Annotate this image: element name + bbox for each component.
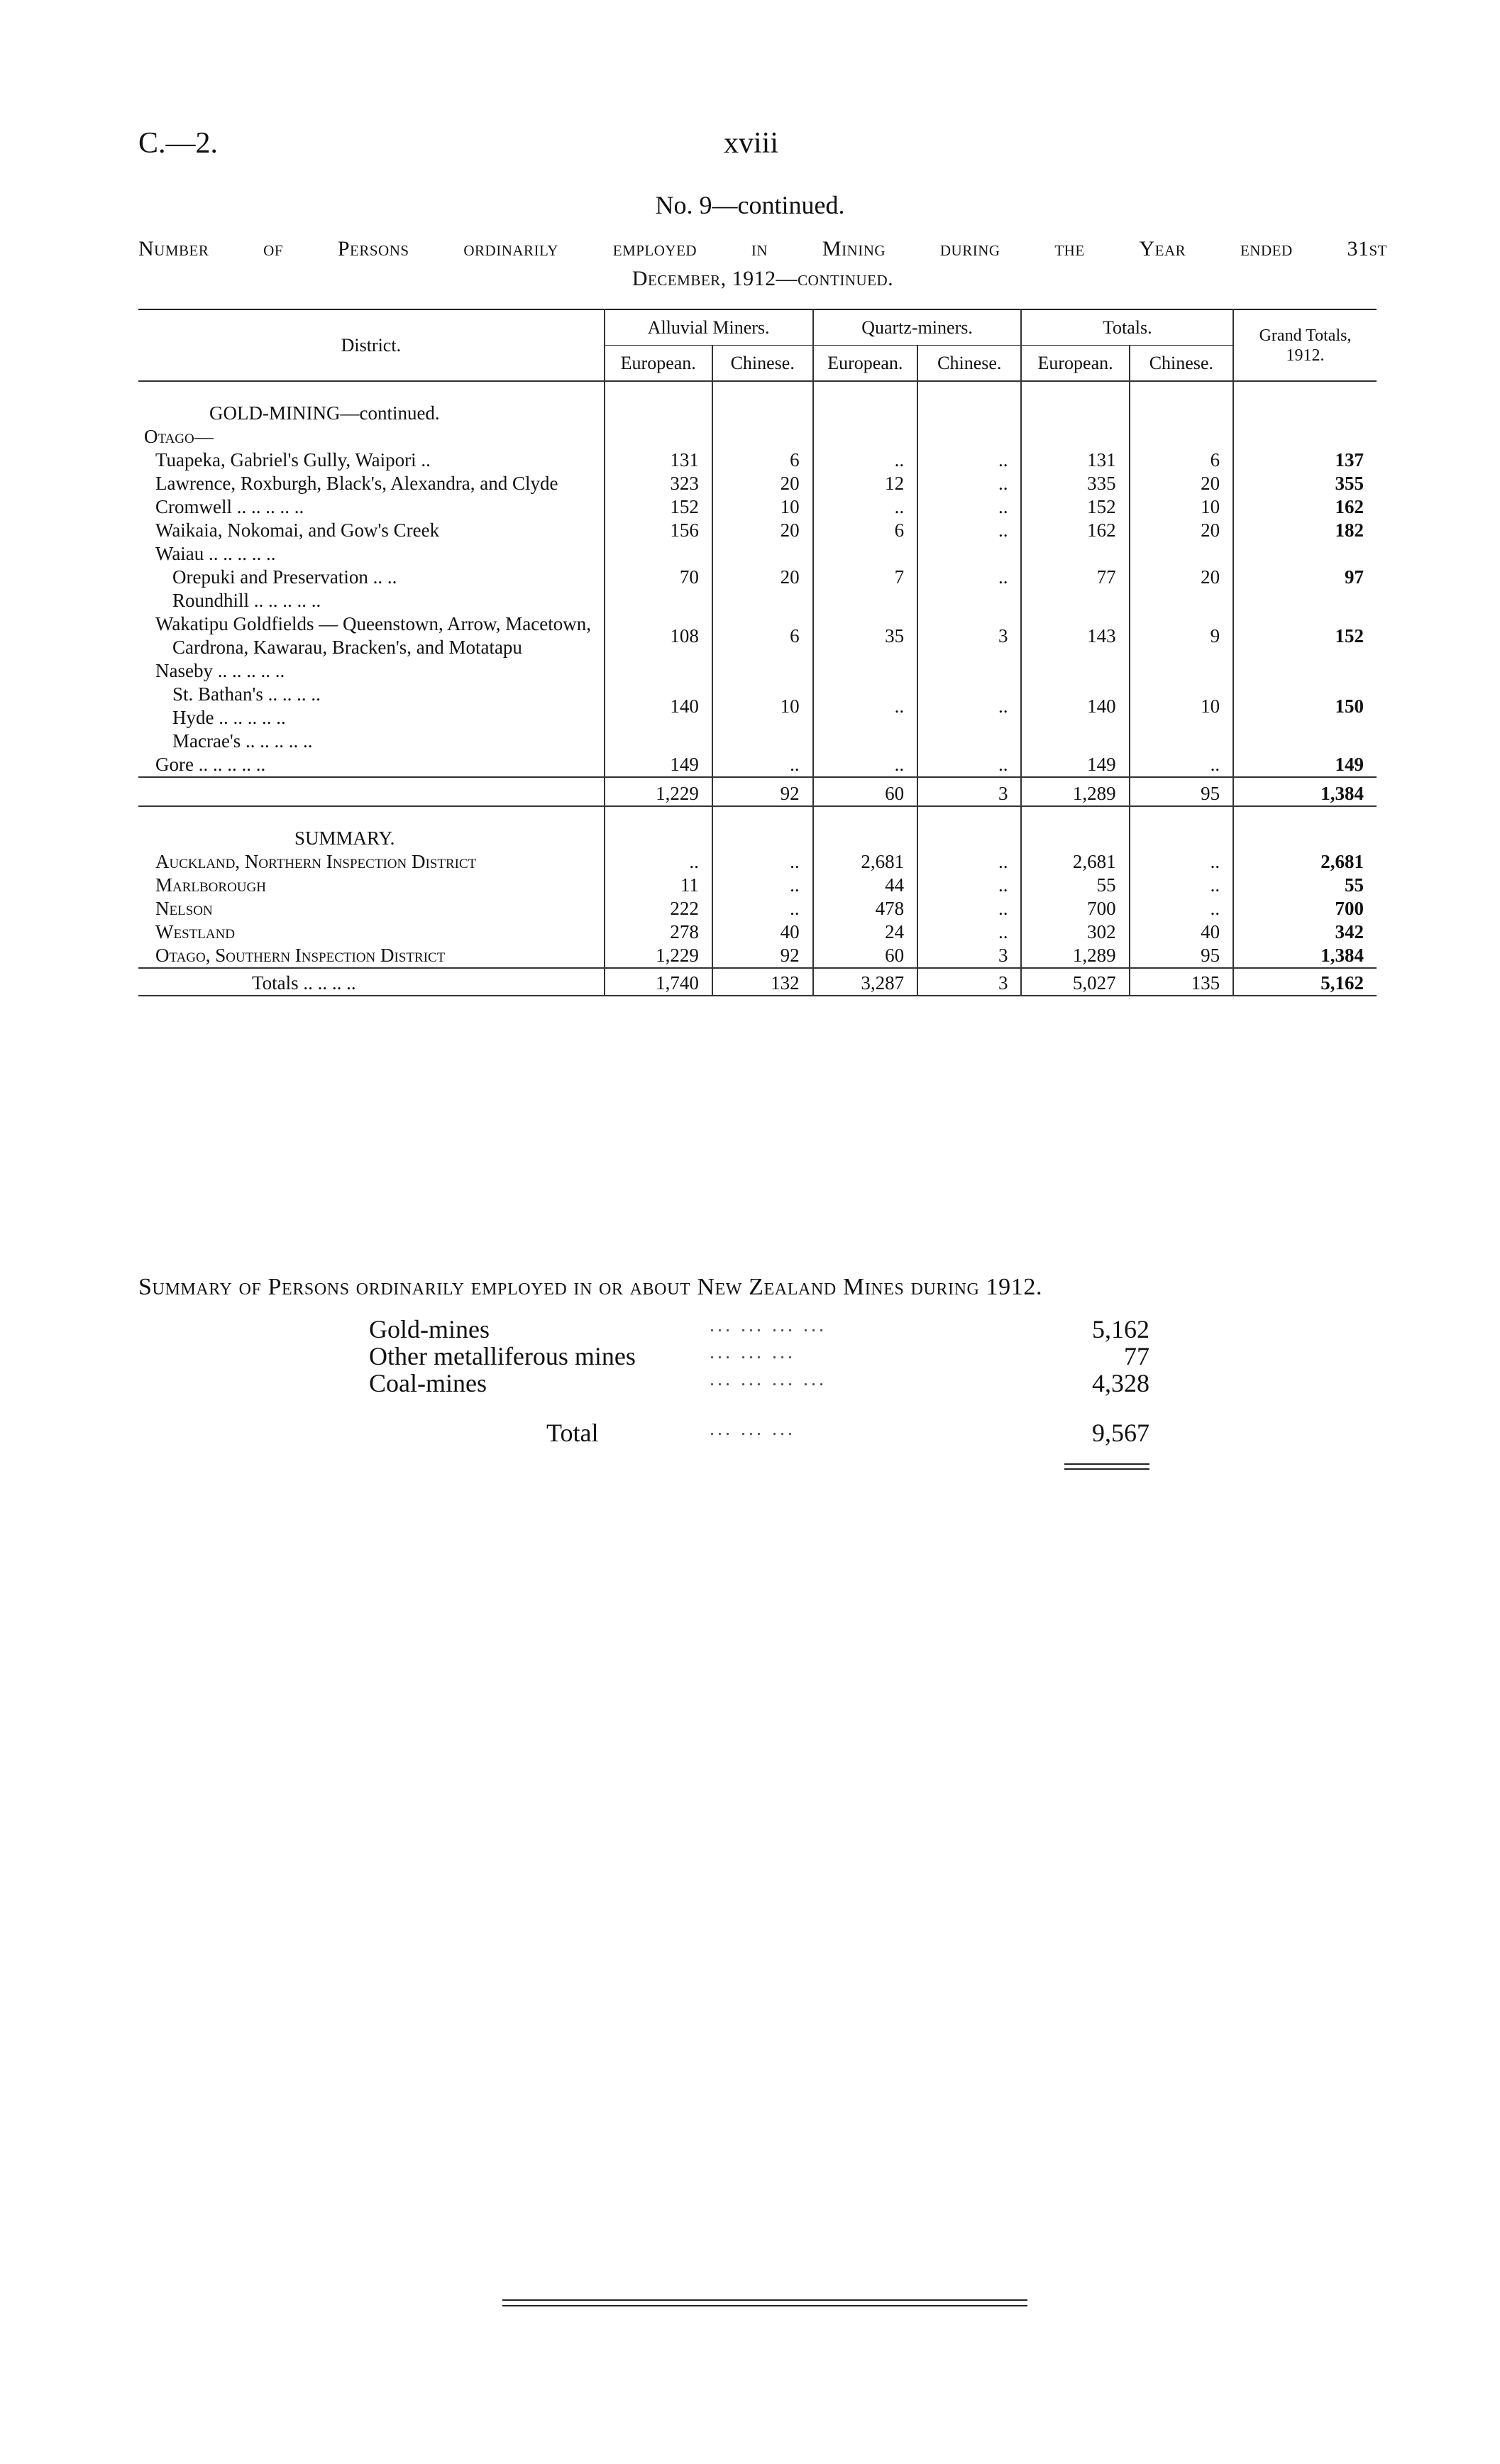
title-word: Mining — [822, 237, 886, 260]
cell-qc: .. — [917, 897, 1021, 920]
cell-tc: .. — [1130, 753, 1233, 777]
cell-te: 140 — [1021, 659, 1129, 753]
cell-te: 302 — [1021, 920, 1129, 944]
cell-ae: 152 — [605, 495, 712, 519]
title-word: the — [1054, 237, 1085, 260]
title-word: ended — [1240, 237, 1293, 260]
row-district: Tuapeka, Gabriel's Gully, Waipori .. — [155, 449, 431, 471]
cell-ac: 20 — [712, 542, 813, 612]
table-row — [138, 659, 1377, 753]
summary2-item-dots: ... ... ... ... — [710, 1368, 827, 1390]
cell-qc: 3 — [917, 612, 1021, 659]
summary-row — [138, 944, 1377, 968]
cell-g: 182 — [1233, 519, 1377, 542]
page-number: xviii — [724, 127, 779, 160]
cell-ac: 6 — [712, 612, 813, 659]
col-alluvial-chinese: Chinese. — [712, 346, 813, 382]
cell-ae: 140 — [605, 659, 712, 753]
cell-qe: 24 — [813, 920, 917, 944]
subtotal-te: 1,289 — [1021, 777, 1129, 806]
title-word: Number — [138, 237, 209, 260]
title-word: ordinarily — [463, 237, 558, 260]
summary2-title: Summary of Persons ordinarily employed in or about New Zealand Mines during 1912. — [138, 1274, 1043, 1300]
cell-g: 1,384 — [1233, 944, 1377, 968]
cell-tc: .. — [1130, 850, 1233, 874]
subtotal-ae: 1,229 — [605, 777, 712, 806]
summary2-item-label: Gold-mines — [369, 1315, 490, 1343]
cell-te: 143 — [1021, 612, 1129, 659]
cell-te: 55 — [1021, 874, 1129, 897]
cell-ac: 10 — [712, 659, 813, 753]
summary2-total-value: 9,567 — [1092, 1419, 1149, 1447]
region-otago: Otago— — [144, 426, 214, 447]
totals-grand: 5,162 — [1233, 968, 1377, 996]
cell-ac: 20 — [712, 472, 813, 495]
subtotal-ac: 92 — [712, 777, 813, 806]
col-totals-chinese: Chinese. — [1130, 346, 1233, 382]
cell-ac: 40 — [712, 920, 813, 944]
col-totals: Totals. — [1021, 309, 1233, 346]
cell-ae: 108 — [605, 612, 712, 659]
row-district: Otago, Southern Inspection District — [155, 945, 446, 966]
table-title-line2: December, 1912—continued. — [632, 267, 894, 290]
title-word: 31st — [1347, 237, 1387, 260]
totals-te: 5,027 — [1021, 968, 1129, 996]
col-quartz-european: European. — [813, 346, 917, 382]
table-row — [138, 472, 1377, 495]
summary-row — [138, 897, 1377, 920]
cell-ac: .. — [712, 850, 813, 874]
summary-row — [138, 920, 1377, 944]
title-word: Year — [1139, 237, 1186, 260]
cell-te: 2,681 — [1021, 850, 1129, 874]
row-district: Auckland, Northern Inspection District — [155, 851, 477, 872]
title-word: Persons — [337, 237, 409, 260]
cell-ae: .. — [605, 850, 712, 874]
cell-g: 2,681 — [1233, 850, 1377, 874]
col-grand: Grand Totals, 1912. — [1233, 309, 1377, 381]
cell-qe: 2,681 — [813, 850, 917, 874]
cell-qe: 60 — [813, 944, 917, 968]
subtotal-grand: 1,384 — [1233, 777, 1377, 806]
table-row — [138, 495, 1377, 519]
totals-qc: 3 — [917, 968, 1021, 996]
cell-qc: .. — [917, 519, 1021, 542]
summary2-item-value: 5,162 — [1092, 1315, 1149, 1343]
cell-ae: 131 — [605, 449, 712, 472]
cell-qc: .. — [917, 659, 1021, 753]
cell-g: 700 — [1233, 897, 1377, 920]
title-word: employed — [612, 237, 697, 260]
totals-ae: 1,740 — [605, 968, 712, 996]
subtotal-qe: 60 — [813, 777, 917, 806]
cell-te: 700 — [1021, 897, 1129, 920]
subtotal-qc: 3 — [917, 777, 1021, 806]
cell-qc: .. — [917, 874, 1021, 897]
totals-label: Totals .. .. .. .. — [138, 968, 605, 996]
cell-te: 77 — [1021, 542, 1129, 612]
total-double-rule — [1064, 1463, 1149, 1470]
summary2-item-dots: ... ... ... ... — [710, 1314, 827, 1336]
table-number: No. 9—continued. — [655, 191, 845, 219]
table-row — [138, 519, 1377, 542]
cell-ae: 156 — [605, 519, 712, 542]
col-quartz: Quartz-miners. — [813, 309, 1022, 346]
cell-qe: 44 — [813, 874, 917, 897]
summary2-item-value: 4,328 — [1092, 1369, 1149, 1397]
cell-g: 149 — [1233, 753, 1377, 777]
cell-tc: 95 — [1130, 944, 1233, 968]
cell-te: 131 — [1021, 449, 1129, 472]
cell-g: 150 — [1233, 659, 1377, 753]
cell-te: 162 — [1021, 519, 1129, 542]
title-word: of — [263, 237, 284, 260]
cell-g: 162 — [1233, 495, 1377, 519]
subtotal-tc: 95 — [1130, 777, 1233, 806]
cell-ae: 11 — [605, 874, 712, 897]
col-quartz-chinese: Chinese. — [917, 346, 1021, 382]
summary2-item-label: Coal-mines — [369, 1369, 487, 1397]
cell-qe: .. — [813, 449, 917, 472]
summary2-total-label: Total — [546, 1419, 599, 1447]
cell-qc: .. — [917, 850, 1021, 874]
cell-g: 137 — [1233, 449, 1377, 472]
cell-qc: .. — [917, 753, 1021, 777]
cell-g: 152 — [1233, 612, 1377, 659]
cell-qe: .. — [813, 753, 917, 777]
cell-ac: 92 — [712, 944, 813, 968]
cell-qe: .. — [813, 495, 917, 519]
totals-qe: 3,287 — [813, 968, 917, 996]
mining-employment-table — [138, 309, 1377, 998]
cell-g: 55 — [1233, 874, 1377, 897]
totals-tc: 135 — [1130, 968, 1233, 996]
cell-g: 97 — [1233, 542, 1377, 612]
summary-row — [138, 874, 1377, 897]
table-title — [138, 234, 1387, 294]
col-totals-european: European. — [1021, 346, 1129, 382]
table-row — [138, 753, 1377, 777]
cell-te: 152 — [1021, 495, 1129, 519]
summary2-item-dots: ... ... ... — [710, 1341, 795, 1363]
page-ref: C.—2. — [138, 127, 219, 160]
cell-tc: 20 — [1130, 519, 1233, 542]
cell-tc: .. — [1130, 874, 1233, 897]
row-district: Lawrence, Roxburgh, Black's, Alexandra, and Clyde — [155, 473, 558, 494]
cell-tc: 20 — [1130, 472, 1233, 495]
cell-qe: 6 — [813, 519, 917, 542]
summary2-item-value: 77 — [1124, 1342, 1149, 1370]
table-row — [138, 542, 1377, 612]
row-district: Gore .. .. .. .. .. — [155, 754, 266, 775]
row-district: Waiau .. .. .. .. .. Orepuki and Preservation .. .. Roundhill .. .. .. .. .. — [155, 543, 397, 611]
cell-ac: 6 — [712, 449, 813, 472]
cell-qe: 7 — [813, 542, 917, 612]
summary2-total-dots: ... ... ... — [710, 1418, 795, 1440]
cell-te: 335 — [1021, 472, 1129, 495]
row-district: Marlborough — [155, 874, 266, 896]
table-row — [138, 612, 1377, 659]
col-alluvial-european: European. — [605, 346, 712, 382]
cell-g: 355 — [1233, 472, 1377, 495]
cell-ac: .. — [712, 874, 813, 897]
row-district: Cromwell .. .. .. .. .. — [155, 496, 304, 517]
row-district: Wakatipu Goldfields — Queenstown, Arrow, Macetown, Cardrona, Kawarau, Bracken's, and Motatapu — [155, 613, 591, 658]
col-district: District. — [341, 335, 402, 356]
cell-tc: 10 — [1130, 495, 1233, 519]
title-word: in — [751, 237, 768, 260]
cell-te: 1,289 — [1021, 944, 1129, 968]
cell-te: 149 — [1021, 753, 1129, 777]
cell-qc: 3 — [917, 944, 1021, 968]
cell-tc: 40 — [1130, 920, 1233, 944]
cell-qc: .. — [917, 542, 1021, 612]
footer-double-rule — [502, 2299, 1027, 2306]
row-district: Naseby .. .. .. .. .. St. Bathan's .. .. .. .. Hyde .. .. .. .. .. Macrae's .. .. .. .. .. — [155, 660, 321, 752]
cell-qc: .. — [917, 495, 1021, 519]
cell-tc: 9 — [1130, 612, 1233, 659]
cell-qc: .. — [917, 472, 1021, 495]
cell-qe: .. — [813, 659, 917, 753]
summary2-item-label: Other metalliferous mines — [369, 1342, 636, 1370]
title-word: during — [939, 237, 1000, 260]
cell-qe: 35 — [813, 612, 917, 659]
cell-ae: 278 — [605, 920, 712, 944]
summary-row — [138, 850, 1377, 874]
cell-ac: .. — [712, 897, 813, 920]
table-title-line1 — [138, 234, 1387, 264]
cell-ae: 222 — [605, 897, 712, 920]
cell-tc: 6 — [1130, 449, 1233, 472]
cell-ac: 20 — [712, 519, 813, 542]
cell-qc: .. — [917, 449, 1021, 472]
totals-ac: 132 — [712, 968, 813, 996]
row-district: Westland — [155, 921, 236, 942]
table-row — [138, 449, 1377, 472]
cell-ae: 149 — [605, 753, 712, 777]
cell-ae: 323 — [605, 472, 712, 495]
col-alluvial: Alluvial Miners. — [605, 309, 813, 346]
cell-qc: .. — [917, 920, 1021, 944]
row-district: Waikaia, Nokomai, and Gow's Creek — [155, 519, 440, 541]
cell-ae: 1,229 — [605, 944, 712, 968]
cell-qe: 12 — [813, 472, 917, 495]
row-district: Nelson — [155, 898, 213, 919]
cell-ae: 70 — [605, 542, 712, 612]
cell-g: 342 — [1233, 920, 1377, 944]
cell-tc: 20 — [1130, 542, 1233, 612]
cell-ac: .. — [712, 753, 813, 777]
summary-label: SUMMARY. — [138, 806, 605, 850]
cell-qe: 478 — [813, 897, 917, 920]
section-gold-mining: GOLD-MINING—continued. — [209, 402, 440, 424]
cell-tc: 10 — [1130, 659, 1233, 753]
cell-ac: 10 — [712, 495, 813, 519]
cell-tc: .. — [1130, 897, 1233, 920]
